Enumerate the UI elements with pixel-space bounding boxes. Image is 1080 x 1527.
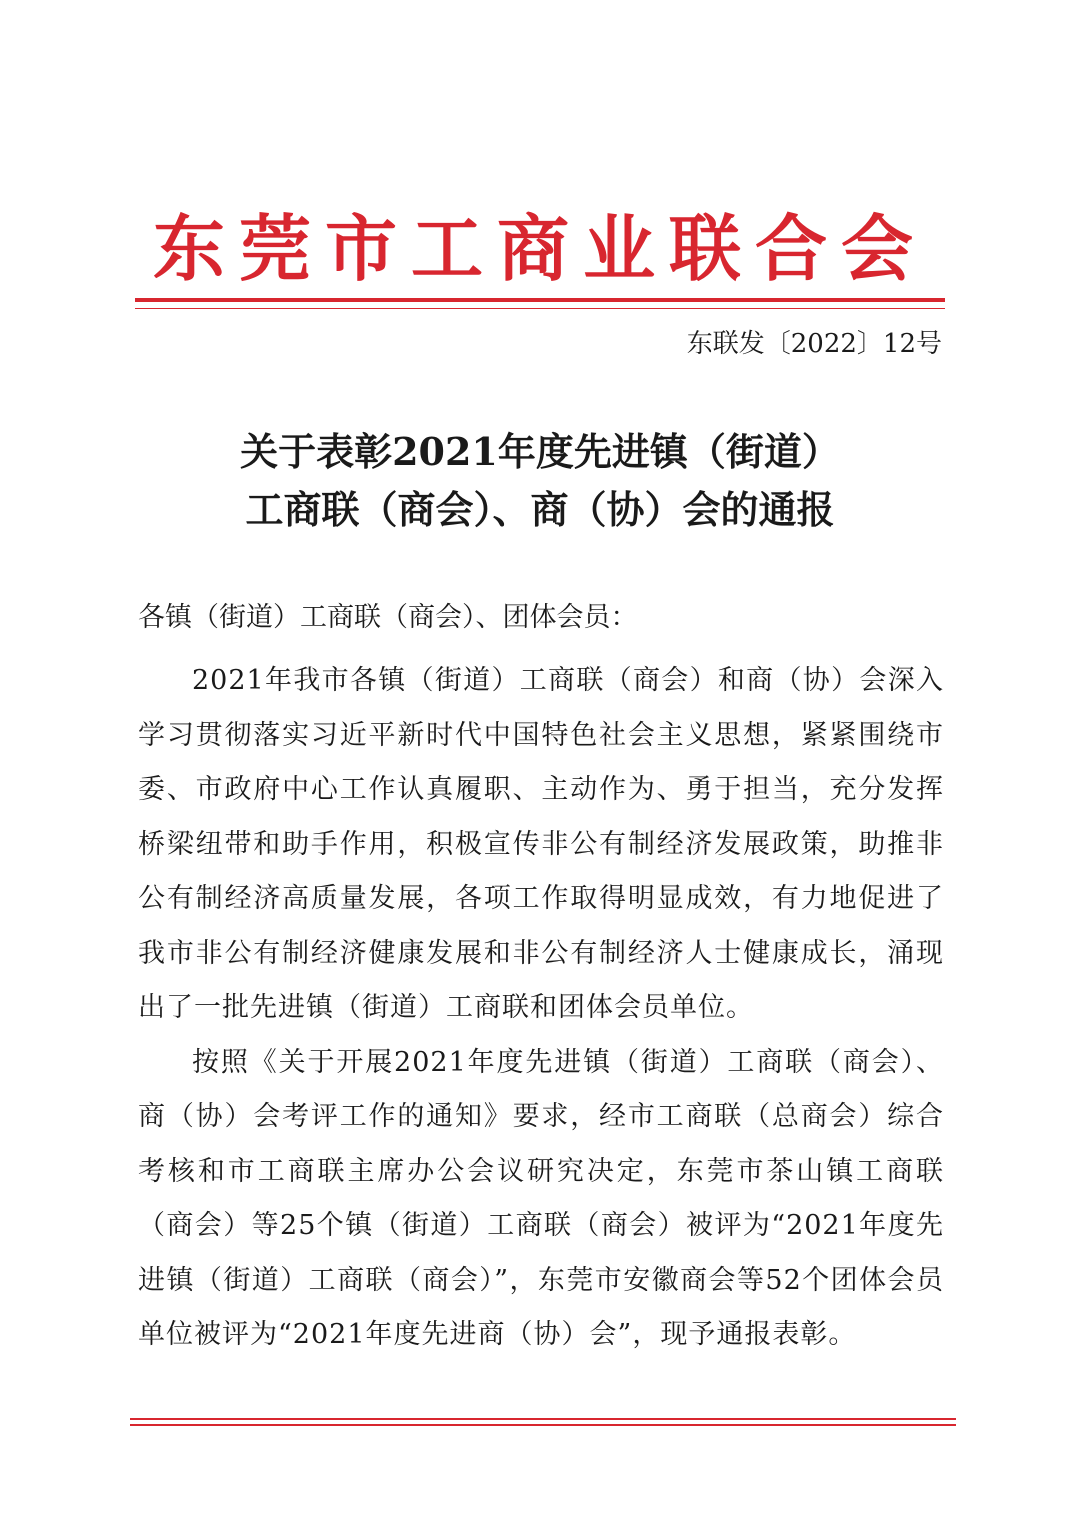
body-paragraph-1: 2021年我市各镇（街道）工商联（商会）和商（协）会深入学习贯彻落实习近平新时代中国特色社会主义思想，紧紧围绕市委、市政府中心工作认真履职、主动作为、勇于担当，充分发挥桥梁纽带和助手作用，积极宣传非公有制经济发展政策，助推非公有制经济高质量发展，各项工作取得明显成效，有力地促进了我市非公有制经济健康发展和非公有制经济人士健康成长，涌现出了一批先进镇（街道）工商联和团体会员单位。 xyxy=(138,665,944,1023)
document-title-line-2: 工商联（商会）、商（协）会的通报 xyxy=(245,487,835,532)
body-paragraph-2: 按照《关于开展2021年度先进镇（街道）工商联（商会）、商（协）会考评工作的通知》要求，经市工商联（总商会）综合考核和市工商联主席办公会议研究决定，东莞市茶山镇工商联（商会）等25个镇（街道）工商联（商会）被评为“2021年度先进镇（街道）工商联（商会）”，东莞市安徽商会等52个团体会员单位被评为“2021年度先进商（协）会”，现予通报表彰。 xyxy=(138,1046,944,1350)
document-title-line-1: 关于表彰2021年度先进镇（街道） xyxy=(240,429,840,474)
body-text xyxy=(138,654,944,1363)
header-red-rule xyxy=(135,298,945,302)
salutation: 各镇（街道）工商联（商会）、团体会员： xyxy=(138,602,638,633)
footer-red-rule xyxy=(130,1418,956,1420)
organization-header: 东莞市工商业联合会 xyxy=(152,207,927,291)
document-number: 东联发〔2022〕12号 xyxy=(686,329,942,359)
document-title xyxy=(110,423,970,539)
